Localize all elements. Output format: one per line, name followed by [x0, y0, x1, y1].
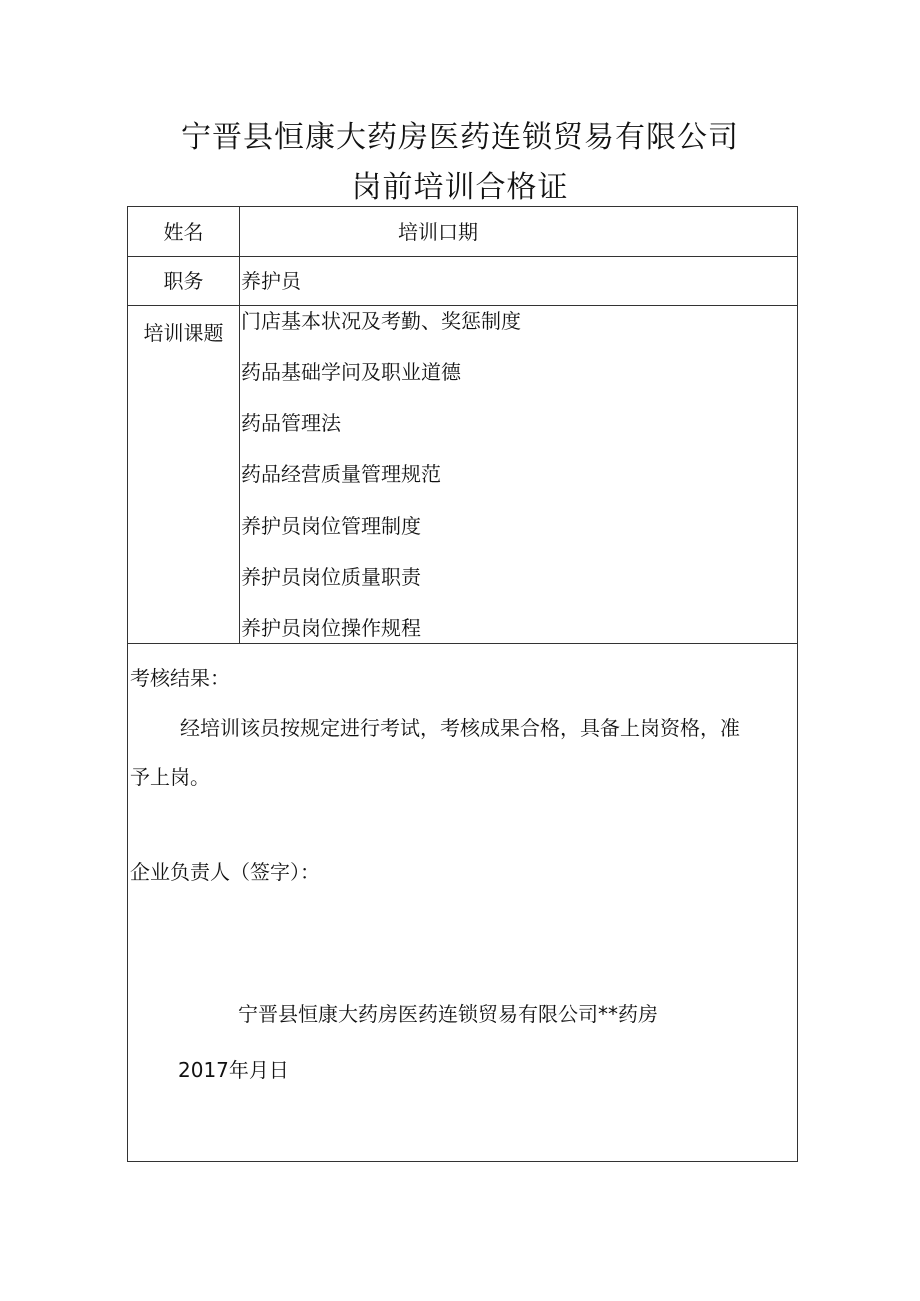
- signature-label: 企业负责人（签字）：: [130, 860, 320, 884]
- row-divider: [128, 643, 797, 644]
- position-label: 职务: [163, 269, 204, 293]
- result-label: 考核结果：: [130, 666, 230, 690]
- topic-item: 养护员岗位管理制度: [241, 514, 421, 538]
- row-divider: [128, 256, 797, 257]
- result-text-line1: 经培训该员按规定进行考试，考核成果合格，具备上岗资格，准: [180, 716, 740, 740]
- topics-label: 培训课题: [143, 321, 224, 345]
- position-value: 养护员: [241, 269, 301, 293]
- result-text-line2: 予上岗。: [130, 765, 210, 789]
- topic-item: 药品经营质量管理规范: [241, 462, 441, 486]
- row-divider: [128, 305, 797, 306]
- topic-item: 药品基础学问及职业道德: [241, 360, 461, 384]
- topic-item: 门店基本状况及考勤、奖惩制度: [241, 309, 521, 333]
- topic-item: 养护员岗位操作规程: [241, 616, 421, 640]
- company-signoff: 宁晋县恒康大药房医药连锁贸易有限公司**药房: [238, 1002, 658, 1026]
- document-subtitle: 岗前培训合格证: [351, 170, 569, 205]
- document-title: 宁晋县恒康大药房医药连锁贸易有限公司: [181, 120, 739, 155]
- topic-item: 养护员岗位质量职责: [241, 565, 421, 589]
- topic-item: 药品管理法: [241, 411, 341, 435]
- name-label: 姓名: [163, 220, 204, 244]
- certificate-table: [127, 206, 798, 1162]
- date-text: 2017年月日: [178, 1058, 289, 1082]
- training-date-label: 培训口期: [398, 220, 478, 244]
- column-divider: [239, 207, 240, 643]
